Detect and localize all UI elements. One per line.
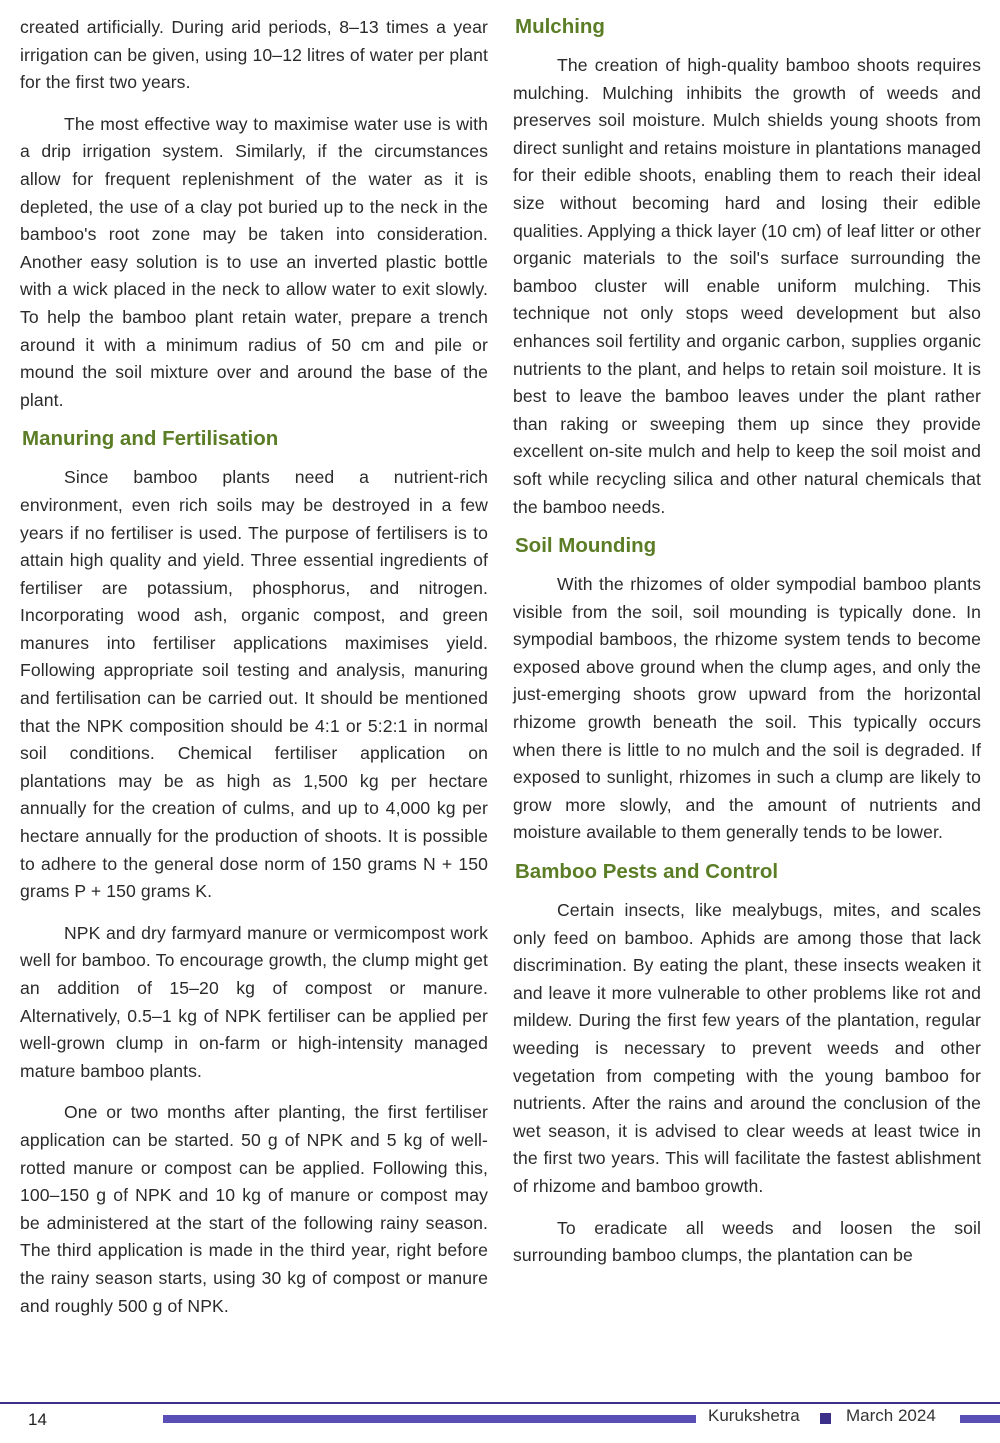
paragraph-weeds-continued: To eradicate all weeds and loosen the soil surrounding bamboo clumps, the plantation can be bbox=[513, 1217, 981, 1266]
footer-bar-right bbox=[960, 1415, 1000, 1423]
heading-pests-control: Bamboo Pests and Control bbox=[515, 860, 779, 884]
footer-square-icon bbox=[820, 1413, 831, 1424]
issue-date: March 2024 bbox=[846, 1406, 936, 1425]
paragraph-fertiliser-purpose: Since bamboo plants need a nutrient-rich environment, even rich soils may be destroyed in a few years if no fertiliser is used. The purpose of fertilisers is to attain high quality and yield. Three essential ingredients of fertiliser are potassium, phosphorus, and nitrogen. Incorporating wood ash, organic compost, and green manures into fertiliser applications maximises yield. Following appropriate soil testing and analysis, manuring and fertilisation can be carried out. It should be mentioned that the NPK composition should be 4:1 or 5:2:1 in normal soil conditions. Chemical fertiliser application on plantations may be as high as 1,500 kg per hectare annually for the creation of culms, and up to 4,000 kg per hectare annually for the production of shoots. It is possible to adhere to the general dose norm of 150 grams N + 150 grams P + 150 grams K. bbox=[20, 467, 488, 902]
footer-bar-left bbox=[163, 1415, 696, 1423]
paragraph-npk-manure: NPK and dry farmyard manure or vermicompost work well for bamboo. To encourage growth, the clump might get an addition of 15–20 kg of compost or manure. Alternatively, 0.5–1 kg of NPK fertiliser can be applied per well-grown clump in on-farm or high-intensity managed mature bamboo plants. bbox=[20, 922, 488, 1081]
paragraph-drip-irrigation: The most effective way to maximise water use is with a drip irrigation system. Similarly, if the circumstances allow for frequent replenishment of the water as it is depleted, the use of a clay pot buried up to the neck in the bamboo's root zone may be taken into consideration. Another easy solution is to use an inverted plastic bottle with a wick placed in the neck to allow water to exit slowly. To help the bamboo plant retain water, prepare a trench around it with a minimum radius of 50 cm and pile or mound the soil mixture over and around the base of the plant. bbox=[20, 113, 488, 410]
paragraph-soil-mounding: With the rhizomes of older sympodial bamboo plants visible from the soil, soil mounding is typically done. In sympodial bamboos, the rhizome system tends to become exposed above ground when the clump ages, and only the just-emerging shoots grow upward from the horizontal rhizome growth beneath the soil. This typically occurs when there is little to no mulch and the soil is degraded. If exposed to sunlight, rhizomes in such a clump are likely to grow more slowly, and the amount of nutrients and moisture available to them generally tends to be lower. bbox=[513, 574, 981, 843]
page-footer bbox=[0, 1398, 1000, 1443]
footer-rule bbox=[0, 1402, 1000, 1404]
paragraph-pests: Certain insects, like mealybugs, mites, and scales only feed on bamboo. Aphids are among those that lack discrimination. By eating the plant, these insects weaken it and leave it more vulnerable to other problems like rot and mildew. During the first few years of the plantation, regular weeding is necessary to prevent weeds and other vegetation from competing with the young bamboo for nutrients. After the rains and around the conclusion of the wet season, it is advised to clear weeds at least twice in the first two years. This will facilitate the fastest ablishment of rhizome and bamboo growth. bbox=[513, 900, 981, 1196]
magazine-name: Kurukshetra bbox=[708, 1406, 800, 1425]
left-column bbox=[20, 14, 488, 1334]
heading-soil-mounding: Soil Mounding bbox=[515, 534, 657, 558]
heading-mulching: Mulching bbox=[515, 15, 605, 38]
paragraph-irrigation-continued: created artificially. During arid periods, 8–13 times a year irrigation can be given, using 10–12 litres of water per plant for the first two years. bbox=[20, 17, 488, 93]
paragraph-fertiliser-schedule: One or two months after planting, the first fertiliser application can be started. 50 g of NPK and 5 kg of well-rotted manure or compost can be applied. Following this, 100–150 g of NPK and 10 kg of manure or compost may be administered at the start of the following rainy season. The third application is made in the third year, right before the rainy season starts, using 30 kg of compost or manure and roughly 500 g of NPK. bbox=[20, 1102, 488, 1316]
heading-manuring-fertilisation: Manuring and Fertilisation bbox=[22, 427, 279, 451]
right-column bbox=[513, 14, 981, 1284]
page-number: 14 bbox=[28, 1410, 47, 1429]
paragraph-mulching: The creation of high-quality bamboo shoots requires mulching. Mulching inhibits the growth of weeds and preserves soil moisture. Mulch shields young shoots from direct sunlight and retains moisture in plantations managed for their edible shoots, enabling them to reach their ideal size without becoming hard and losing their edible qualities. Applying a thick layer (10 cm) of leaf litter or other organic materials to the soil's surface surrounding the bamboo cluster will enable uniform mulching. This technique not only stops weed development but also enhances soil fertility and organic carbon, supplies organic nutrients to the plant, and helps to retain soil moisture. It is best to leave the bamboo leaves under the plant rather than raking or sweeping them up since they provide excellent on-site mulch and help to keep the soil moist and soft while recycling silica and other natural chemicals that the bamboo needs. bbox=[513, 55, 981, 517]
